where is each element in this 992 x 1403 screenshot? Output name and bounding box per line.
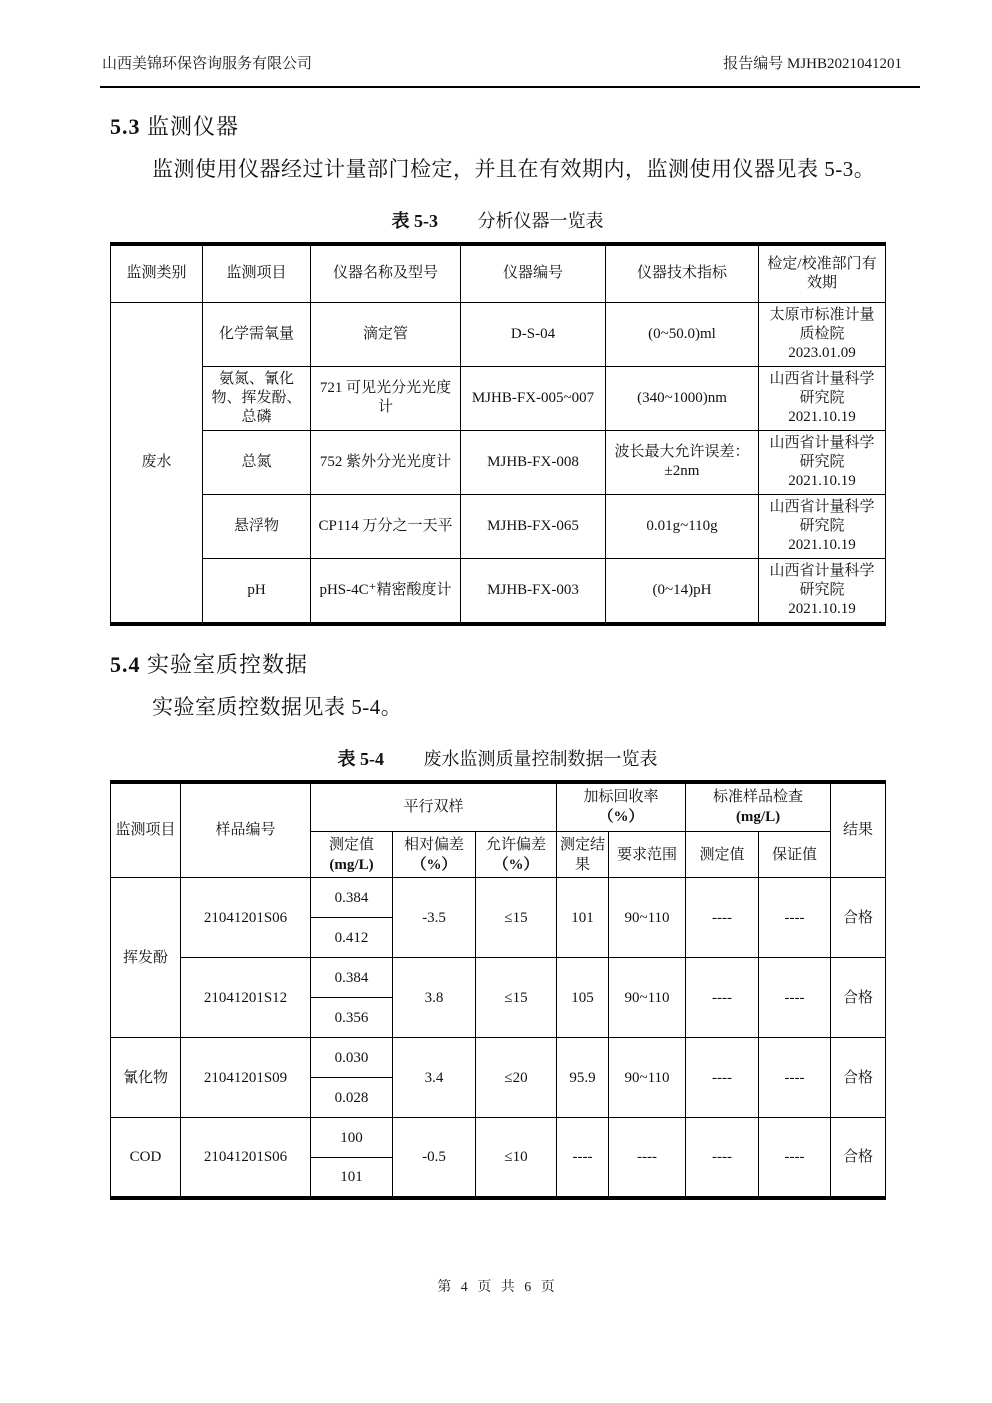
cell-item: 总氮 bbox=[203, 430, 311, 494]
cell-dept bbox=[759, 430, 886, 494]
cell-dept-name: 太原市标准计量质检院 bbox=[769, 306, 875, 342]
cell-name: 滴定管 bbox=[311, 302, 461, 366]
document-content bbox=[110, 110, 885, 1200]
qc-cell-std-measured: ---- bbox=[686, 958, 759, 1038]
col-header-item: 监测项目 bbox=[203, 244, 311, 302]
qc-cell-result: 合格 bbox=[831, 958, 886, 1038]
qc-cell-std-guaranteed: ---- bbox=[759, 1118, 831, 1198]
cell-code: MJHB-FX-003 bbox=[461, 558, 606, 624]
qc-cell-value-2: 0.412 bbox=[311, 918, 393, 958]
qc-group-standard bbox=[686, 782, 831, 832]
qc-cell-item: 挥发酚 bbox=[111, 878, 181, 1038]
qc-cell-sample: 21041201S06 bbox=[181, 878, 311, 958]
section-5-3-title: 监测仪器 bbox=[147, 114, 240, 139]
col-header-name: 仪器名称及型号 bbox=[311, 244, 461, 302]
qc-cell-item: COD bbox=[111, 1118, 181, 1198]
qc-cell-std-measured: ---- bbox=[686, 1118, 759, 1198]
qc-row bbox=[111, 958, 886, 998]
cell-spec: 波长最大允许误差：±2nm bbox=[606, 430, 759, 494]
section-5-4-number: 5.4 bbox=[110, 651, 141, 677]
qc-cell-spike-result: ---- bbox=[557, 1118, 609, 1198]
qc-cell-value-2: 101 bbox=[311, 1158, 393, 1198]
page-footer: 第 4 页 共 6 页 bbox=[437, 1280, 558, 1295]
cell-spec: 0.01g~110g bbox=[606, 494, 759, 558]
header-rule bbox=[100, 86, 920, 88]
qc-cell-spike-range: ---- bbox=[609, 1118, 686, 1198]
instrument-row bbox=[111, 366, 886, 430]
qc-group-parallel: 平行双样 bbox=[311, 782, 557, 832]
qc-group-spike-unit: （%） bbox=[598, 809, 644, 826]
col-header-category: 监测类别 bbox=[111, 244, 203, 302]
qc-col-allowed-dev-label: 允许偏差 bbox=[485, 836, 546, 853]
qc-cell-value-1: 0.384 bbox=[311, 878, 393, 918]
qc-cell-sample: 21041201S06 bbox=[181, 1118, 311, 1198]
qc-table bbox=[110, 780, 886, 1200]
qc-col-allowed-dev bbox=[476, 832, 557, 878]
qc-cell-item: 氰化物 bbox=[111, 1038, 181, 1118]
qc-cell-result: 合格 bbox=[831, 1038, 886, 1118]
qc-row bbox=[111, 1038, 886, 1078]
cell-category: 废水 bbox=[111, 302, 203, 624]
cell-dept bbox=[759, 302, 886, 366]
qc-col-relative-dev bbox=[393, 832, 476, 878]
qc-col-item: 监测项目 bbox=[111, 782, 181, 878]
qc-cell-result: 合格 bbox=[831, 1118, 886, 1198]
table-5-4-caption-number: 表 5-4 bbox=[337, 748, 384, 769]
qc-cell-allowed-dev: ≤15 bbox=[476, 958, 557, 1038]
cell-dept-name: 山西省计量科学研究院 bbox=[769, 434, 875, 470]
qc-col-std-guaranteed: 保证值 bbox=[759, 832, 831, 878]
qc-cell-allowed-dev: ≤15 bbox=[476, 878, 557, 958]
qc-cell-std-guaranteed: ---- bbox=[759, 1038, 831, 1118]
qc-cell-spike-result: 95.9 bbox=[557, 1038, 609, 1118]
qc-col-relative-dev-unit: （%） bbox=[411, 856, 457, 873]
qc-cell-value-1: 100 bbox=[311, 1118, 393, 1158]
col-header-code: 仪器编号 bbox=[461, 244, 606, 302]
report-number: 报告编号 MJHB2021041201 bbox=[723, 56, 902, 72]
qc-cell-spike-result: 101 bbox=[557, 878, 609, 958]
cell-dept-date: 2023.01.09 bbox=[788, 344, 856, 361]
cell-item: pH bbox=[203, 558, 311, 624]
qc-cell-value-1: 0.030 bbox=[311, 1038, 393, 1078]
cell-code: MJHB-FX-065 bbox=[461, 494, 606, 558]
cell-name: 752 紫外分光光度计 bbox=[311, 430, 461, 494]
instrument-row bbox=[111, 430, 886, 494]
qc-row bbox=[111, 878, 886, 918]
qc-col-relative-dev-label: 相对偏差 bbox=[403, 836, 464, 853]
col-header-dept: 检定/校准部门有效期 bbox=[759, 244, 886, 302]
section-5-4-title: 实验室质控数据 bbox=[147, 651, 309, 677]
cell-dept-date: 2021.10.19 bbox=[788, 600, 856, 617]
table-5-3-caption-number: 表 5-3 bbox=[391, 211, 438, 231]
instrument-row bbox=[111, 558, 886, 624]
qc-cell-spike-range: 90~110 bbox=[609, 958, 686, 1038]
qc-col-std-measured: 测定值 bbox=[686, 832, 759, 878]
qc-group-spike bbox=[557, 782, 686, 832]
qc-cell-value-2: 0.356 bbox=[311, 998, 393, 1038]
qc-cell-std-guaranteed: ---- bbox=[759, 958, 831, 1038]
cell-dept-name: 山西省计量科学研究院 bbox=[769, 370, 875, 406]
qc-col-allowed-dev-unit: （%） bbox=[493, 856, 539, 873]
qc-cell-std-guaranteed: ---- bbox=[759, 878, 831, 958]
qc-cell-allowed-dev: ≤10 bbox=[476, 1118, 557, 1198]
qc-row bbox=[111, 1118, 886, 1158]
qc-cell-value-1: 0.384 bbox=[311, 958, 393, 998]
cell-spec: (340~1000)nm bbox=[606, 366, 759, 430]
company-name: 山西美锦环保咨询服务有限公司 bbox=[102, 56, 313, 72]
qc-cell-relative-dev: -3.5 bbox=[393, 878, 476, 958]
qc-col-result: 结果 bbox=[831, 782, 886, 878]
cell-dept-date: 2021.10.19 bbox=[788, 536, 856, 553]
qc-cell-sample: 21041201S12 bbox=[181, 958, 311, 1038]
cell-dept-date: 2021.10.19 bbox=[788, 408, 856, 425]
qc-col-spike-result: 测定结果 bbox=[557, 832, 609, 878]
instrument-table bbox=[110, 242, 886, 626]
cell-item: 化学需氧量 bbox=[203, 302, 311, 366]
table-5-3-caption-title: 分析仪器一览表 bbox=[477, 211, 604, 231]
qc-header-row-1 bbox=[111, 782, 886, 832]
cell-dept-date: 2021.10.19 bbox=[788, 472, 856, 489]
instrument-table-header-row bbox=[111, 244, 886, 302]
cell-spec: (0~14)pH bbox=[606, 558, 759, 624]
col-header-spec: 仪器技术指标 bbox=[606, 244, 759, 302]
table-5-3-caption bbox=[110, 207, 885, 233]
cell-spec: (0~50.0)ml bbox=[606, 302, 759, 366]
instrument-row bbox=[111, 494, 886, 558]
qc-cell-relative-dev: 3.4 bbox=[393, 1038, 476, 1118]
table-5-4-caption bbox=[110, 745, 885, 771]
qc-col-measured-unit: (mg/L) bbox=[329, 856, 374, 873]
cell-dept bbox=[759, 558, 886, 624]
qc-cell-spike-range: 90~110 bbox=[609, 878, 686, 958]
qc-cell-std-measured: ---- bbox=[686, 1038, 759, 1118]
qc-cell-relative-dev: 3.8 bbox=[393, 958, 476, 1038]
cell-dept bbox=[759, 494, 886, 558]
section-5-3-paragraph: 监测使用仪器经过计量部门检定，并且在有效期内，监测使用仪器见表 5-3。 bbox=[152, 157, 876, 181]
qc-cell-spike-range: 90~110 bbox=[609, 1038, 686, 1118]
cell-name: 721 可见光分光光度计 bbox=[311, 366, 461, 430]
section-5-4-heading bbox=[110, 648, 885, 679]
qc-col-measured bbox=[311, 832, 393, 878]
qc-group-standard-unit: (mg/L) bbox=[735, 809, 781, 826]
qc-col-measured-label: 测定值 bbox=[328, 836, 374, 853]
cell-item: 悬浮物 bbox=[203, 494, 311, 558]
cell-dept bbox=[759, 366, 886, 430]
section-5-3-number: 5.3 bbox=[110, 114, 141, 139]
qc-cell-result: 合格 bbox=[831, 878, 886, 958]
page-header bbox=[0, 0, 992, 73]
cell-name: CP114 万分之一天平 bbox=[311, 494, 461, 558]
qc-col-spike-range: 要求范围 bbox=[609, 832, 686, 878]
section-5-3-heading bbox=[110, 110, 885, 141]
cell-item: 氨氮、氰化物、挥发酚、总磷 bbox=[203, 366, 311, 430]
qc-cell-relative-dev: -0.5 bbox=[393, 1118, 476, 1198]
qc-col-sample: 样品编号 bbox=[181, 782, 311, 878]
section-5-4-paragraph: 实验室质控数据见表 5-4。 bbox=[152, 694, 403, 719]
cell-code: D-S-04 bbox=[461, 302, 606, 366]
table-5-4-caption-title: 废水监测质量控制数据一览表 bbox=[423, 748, 658, 769]
instrument-row bbox=[111, 302, 886, 366]
qc-group-standard-label: 标准样品检查 bbox=[713, 789, 804, 806]
cell-code: MJHB-FX-005~007 bbox=[461, 366, 606, 430]
qc-cell-allowed-dev: ≤20 bbox=[476, 1038, 557, 1118]
cell-name: pHS-4C⁺精密酸度计 bbox=[311, 558, 461, 624]
qc-cell-sample: 21041201S09 bbox=[181, 1038, 311, 1118]
qc-cell-spike-result: 105 bbox=[557, 958, 609, 1038]
cell-dept-name: 山西省计量科学研究院 bbox=[769, 562, 875, 598]
qc-cell-value-2: 0.028 bbox=[311, 1078, 393, 1118]
qc-cell-std-measured: ---- bbox=[686, 878, 759, 958]
qc-group-spike-label: 加标回收率 bbox=[583, 789, 659, 806]
cell-dept-name: 山西省计量科学研究院 bbox=[769, 498, 875, 534]
cell-code: MJHB-FX-008 bbox=[461, 430, 606, 494]
